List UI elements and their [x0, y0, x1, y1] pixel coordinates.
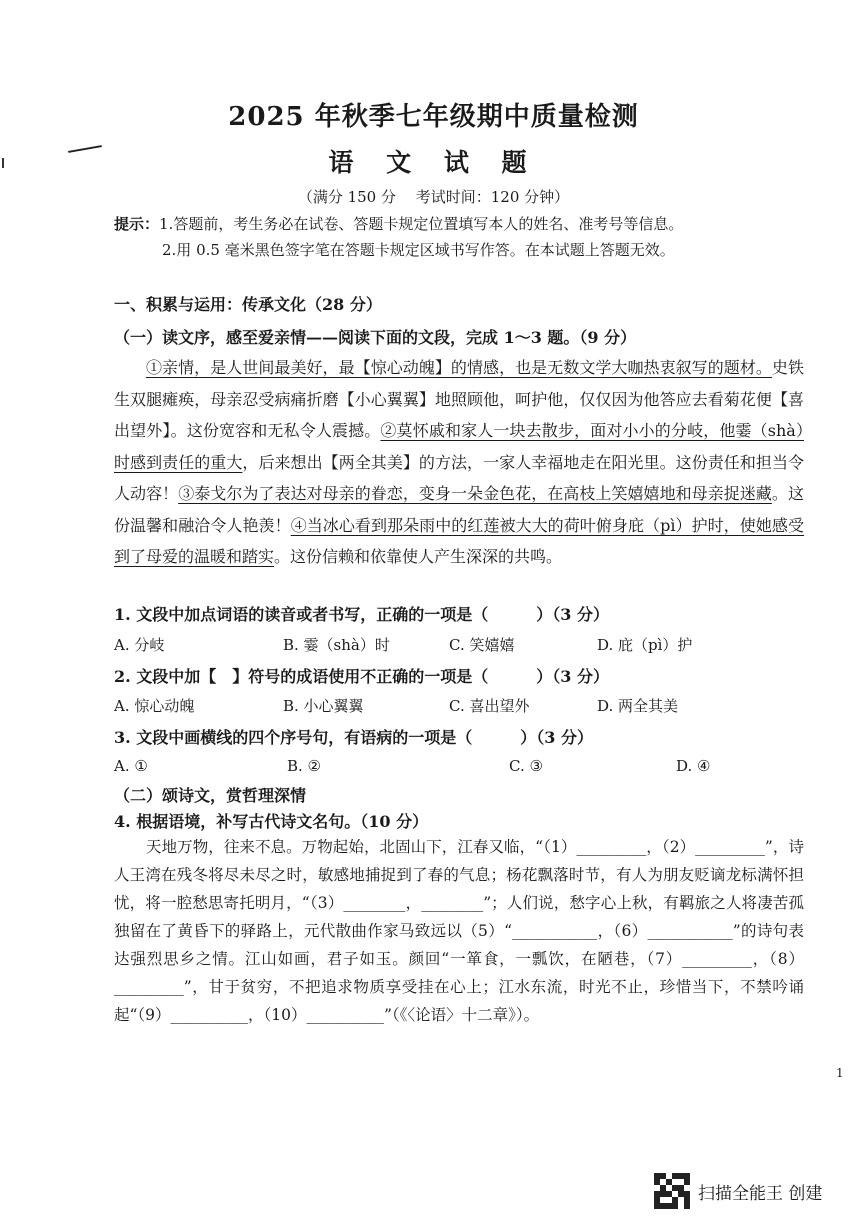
question-1-stem: 1. 文段中加点词语的读音或者书写，正确的一项是（ ）（3 分）: [114, 605, 609, 624]
reading-passage: [114, 352, 804, 573]
tip-item-2: 2.用 0.5 毫米黑色签字笔在答题卡规定区域书写作答。在本试题上答题无效。: [162, 241, 675, 259]
section1-heading: 一、积累与运用：传承文化（28 分）: [114, 295, 382, 314]
q1-option-b: B. 霎（shà）时: [283, 636, 390, 654]
q3-option-b: B. ②: [287, 757, 322, 775]
tips-label: 提示：: [114, 215, 160, 233]
tips-block: [114, 211, 683, 263]
part1-heading: （一）读文序，感至爱亲情——阅读下面的文段，完成 1～3 题。（9 分）: [114, 328, 637, 347]
q2-option-b: B. 小心翼翼: [283, 697, 364, 715]
passage-text-c: 。这份温馨和融洽令人艳羡！: [114, 484, 804, 535]
q2-option-c: C. 喜出望外: [449, 697, 530, 715]
passage-text-b: ，后来想出【两全其美】的方法，一家人幸福地走在阳光里。这份责任和担当令人动容！: [114, 452, 804, 503]
q2-option-d: D. 两全其美: [597, 697, 679, 715]
q3-option-d: D. ④: [676, 757, 711, 775]
exam-subtitle: 语 文 试 题: [328, 148, 539, 177]
q1-option-d: D. 庇（pì）护: [597, 636, 693, 654]
part2-heading: （二）颂诗文，赏哲理深情: [114, 786, 307, 805]
q2-option-a: A. 惊心动魄: [114, 697, 195, 715]
q1-option-c: C. 笑嬉嬉: [449, 636, 515, 654]
scanner-watermark: [654, 1171, 822, 1211]
q1-option-a: A. 分岐: [114, 636, 165, 654]
sentence-2: ②莫怀戚和家人一块去散步，面对小小的分岐，他霎（shà）时感到责任的重大: [114, 421, 804, 472]
poem-fill-in-text: 天地万物，往来不息。万物起始，北固山下，江春又临，“（1）_________，（2）_________”，诗人王湾在残冬将尽未尽之时，敏感地捕捉到了春的气息；杨花飘落时节，有人为朋友贬谪龙标满怀担忧，将一腔愁思寄托明月，“（3）________，________”；人们说，愁字心上秋，有羁旅之人将凄苦孤独留在了黄昏下的驿路上，元代散曲作家马致远以（5）“___________，（6）___________”的诗句表达强烈思乡之情。江山如画，君子如玉。颜回“一箪食，一瓢饮，在陋巷，（7）_________，（8）_________”，甘于贫穷，不把追求物质享受挂在心上；江水东流，时光不止，珍惜当下，不禁吟诵起“（9）__________，（10）__________”（《〈论语〉十二章》）。: [114, 838, 804, 1024]
passage-text-a: 史铁生双腿瘫痪，母亲忍受病痛折磨【小心翼翼】地照顾他，呵护他，仅仅因为他答应去看菊花便【喜出望外】。这份宽容和无私令人震撼。: [114, 358, 804, 440]
question-4-stem: 4. 根据语境，补写古代诗文名句。（10 分）: [114, 812, 429, 831]
sentence-3: ③泰戈尔为了表达对母亲的眷恋，变身一朵金色花，在高枝上笑嬉嬉地和母亲捉迷藏: [178, 484, 772, 503]
q3-option-c: C. ③: [509, 757, 543, 775]
qr-code-icon: [654, 1173, 690, 1209]
exam-meta: （满分 150 分 考试时间：120 分钟）: [297, 188, 570, 206]
sentence-1: ①亲情，是人世间最美好，最【惊心动魄】的情感，也是无数文学大咖热衷叙写的题材。: [146, 358, 772, 377]
tip-line-1: [114, 211, 683, 237]
q3-option-a: A. ①: [114, 757, 148, 775]
passage-text-d: 。这份信赖和依靠使人产生深深的共鸣。: [274, 547, 563, 566]
page-number: 1: [836, 1066, 844, 1080]
question-3-stem: 3. 文段中画横线的四个序号句，有语病的一项是（ ）（3 分）: [114, 728, 593, 747]
question-2-stem: 2. 文段中加【 】符号的成语使用不正确的一项是（ ）（3 分）: [114, 667, 609, 686]
watermark-text: 扫描全能王 创建: [698, 1183, 823, 1204]
tip-item-1: 1.答题前，考生务必在试卷、答题卡规定位置填写本人的姓名、准考号等信息。: [159, 215, 684, 233]
exam-title: 2025 年秋季七年级期中质量检测: [228, 102, 639, 132]
sentence-4: ④当冰心看到那朵雨中的红莲被大大的荷叶俯身庇（pì）护时，使她感受到了母爱的温暖和踏实: [114, 515, 804, 566]
